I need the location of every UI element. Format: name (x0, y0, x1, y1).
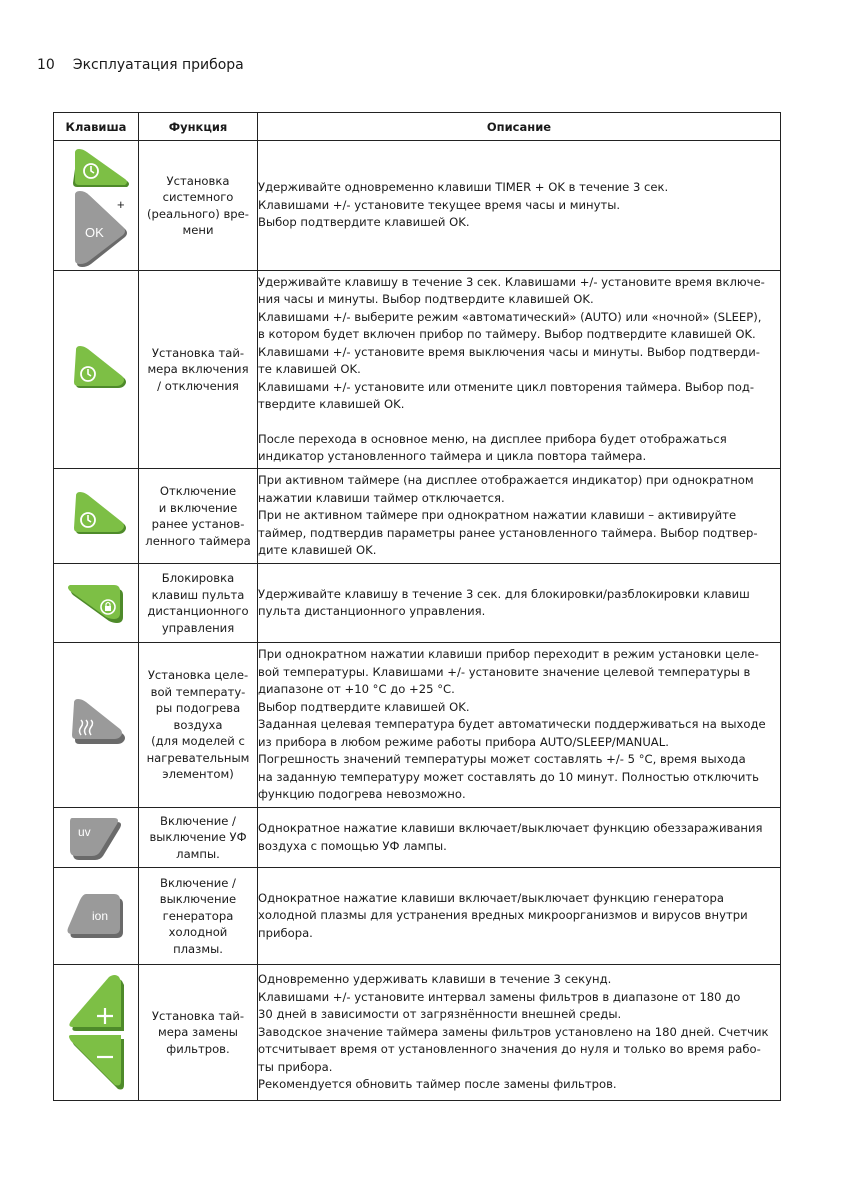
timer-key[interactable] (73, 149, 129, 187)
timer-key[interactable] (64, 344, 128, 396)
section-title: Эксплуатация прибора (72, 57, 244, 73)
table-row (54, 564, 781, 643)
description-line: Рекомендуется обновить таймер после замены фильтров. (258, 1077, 617, 1092)
ion-key[interactable] (64, 890, 128, 942)
page-number: 10 (37, 57, 55, 73)
table-row (54, 808, 781, 868)
ok-key-label: OK (85, 224, 104, 240)
description-line: Выбор подтвердите клавишей OK. (258, 699, 470, 714)
function-line: мера замены (158, 1025, 238, 1040)
function-line: ры подогрева (155, 701, 241, 716)
function-line: Отключение (159, 484, 237, 498)
plus-minus-keys (61, 971, 131, 1095)
function-cell (139, 271, 258, 469)
description-cell (258, 643, 781, 808)
description-line: Удерживайте клавишу в течение 3 сек. для блокировки/разблокировки клавиш (258, 586, 750, 601)
key-cell (54, 271, 139, 469)
description-line: Погрешность значений температуры может составлять +/- 5 °C, время выхода (258, 752, 746, 767)
function-cell (139, 808, 258, 868)
description-cell (258, 808, 781, 868)
table-row (54, 141, 781, 271)
description-line: Однократное нажатие клавиши включает/выключает функцию обеззараживания (258, 821, 763, 835)
description-line: дите клавишей OK. (258, 543, 377, 558)
function-cell (139, 141, 258, 271)
table-row (54, 965, 781, 1101)
table-row (54, 643, 781, 808)
function-line: / отключения (157, 378, 239, 393)
function-line: Блокировка (161, 571, 235, 585)
description-line: таймер, подтвердив параметры ранее установленного таймера. Выбор подтвер- (258, 525, 758, 540)
col-header-key: Клавиша (54, 113, 139, 141)
description-line: Одновременно удерживать клавиши в течение 3 секунд. (258, 972, 612, 987)
function-line: вой температу- (150, 684, 246, 699)
key-cell (54, 564, 139, 643)
function-line: системного (162, 190, 234, 204)
key-cell (54, 469, 139, 564)
keys-table (53, 112, 781, 1101)
function-line: нагревательным (146, 750, 250, 765)
function-line: Установка (166, 173, 230, 188)
key-cell (54, 868, 139, 965)
function-line: мени (182, 223, 214, 237)
function-line: управления (161, 620, 235, 635)
col-header-function: Функция (139, 113, 258, 141)
function-line: лампы. (176, 846, 220, 861)
function-line: Включение / (160, 813, 236, 828)
description-line: диапазоне от +10 °C до +25 °C. (258, 682, 455, 697)
description-cell (258, 469, 781, 564)
function-line: фильтров. (166, 1041, 230, 1056)
description-line: нажатии клавиши таймер отключается. (258, 490, 505, 505)
description-cell (258, 141, 781, 271)
table-header-row (54, 113, 781, 141)
description-line: в котором будет включен прибор по таймеру. Выбор подтвердите клавишей OK. (258, 327, 756, 341)
description-line: твердите клавишей OK. (258, 397, 405, 411)
function-cell (139, 643, 258, 808)
description-line: Однократное нажатие клавиши включает/выключает функцию генератора (258, 890, 724, 905)
description-line: вой температуры. Клавишами +/- установите значение целевой температуры в (258, 664, 751, 679)
function-line: ленного таймера (145, 533, 251, 548)
key-cell (54, 643, 139, 808)
ion-key-label: ion (92, 909, 109, 923)
description-cell (258, 564, 781, 643)
description-line: Заданная целевая температура будет автоматически поддерживаться на выходе (258, 717, 766, 732)
plus-label: + (117, 196, 125, 212)
function-line: дистанционного (147, 604, 249, 618)
function-line: выключение УФ (149, 830, 247, 845)
function-line: Установка целе- (147, 668, 249, 683)
description-line: Клавишами +/- установите текущее время часы и минуты. (258, 197, 621, 212)
description-cell (258, 868, 781, 965)
description-line: ния часы и минуты. Выбор подтвердите клавишей OK. (258, 292, 594, 306)
description-line: ты прибора. (258, 1059, 333, 1074)
function-line: Установка тай- (151, 1008, 245, 1023)
function-cell (139, 469, 258, 564)
function-line: ранее установ- (151, 517, 245, 531)
function-line: Включение / (160, 875, 236, 890)
description-line: из прибора в любом режиме работы прибора AUTO/SLEEP/MANUAL. (258, 734, 669, 749)
function-line: выключение (159, 892, 237, 907)
description-line: Удерживайте одновременно клавиши TIMER + OK в течение 3 сек. (258, 180, 669, 195)
function-cell (139, 868, 258, 965)
key-cell (54, 808, 139, 868)
description-line: При активном таймере (на дисплее отображается индикатор) при однократном (258, 473, 754, 488)
uv-key[interactable] (64, 814, 128, 862)
description-line: на заданную температуру может составлять до 10 минут. Полностью отключить (258, 769, 759, 784)
uv-key-label: uv (78, 824, 91, 839)
table-row (54, 271, 781, 469)
description-line: Заводское значение таймера замены фильтров установлено на 180 дней. Счетчик (258, 1024, 769, 1039)
description-cell (258, 965, 781, 1101)
key-cell (54, 965, 139, 1101)
function-cell (139, 564, 258, 643)
description-line: отсчитывает время от установленного значения до нуля и только во время рабо- (258, 1042, 761, 1057)
description-line: При не активном таймере при однократном нажатии клавиши – активируйте (258, 508, 737, 523)
function-line: воздуха (173, 717, 223, 732)
description-line: Клавишами +/- установите время выключения часы и минуты. Выбор подтверди- (258, 344, 760, 359)
description-line: воздуха с помощью УФ лампы. (258, 838, 447, 853)
heat-key[interactable] (64, 699, 128, 751)
key-cell (54, 141, 139, 271)
function-line: холодной (168, 925, 228, 940)
description-line: 30 дней в зависимости от загрязнённости внешней среды. (258, 1007, 622, 1022)
function-line: плазмы. (173, 941, 223, 956)
page-header (37, 55, 244, 75)
function-line: генератора (162, 908, 234, 923)
description-line: Удерживайте клавишу в течение 3 сек. Клавишами +/- установите время включе- (258, 274, 765, 289)
function-cell (139, 965, 258, 1101)
table-row (54, 868, 781, 965)
function-line: элементом) (162, 767, 234, 782)
description-line: Клавишами +/- выберите режим «автоматический» (AUTO) или «ночной» (SLEEP), (258, 309, 762, 324)
description-line: При однократном нажатии клавиши прибор переходит в режим установки целе- (258, 647, 759, 662)
function-line: Установка тай- (151, 345, 245, 360)
description-line: Клавишами +/- установите интервал замены фильтров в диапазоне от 180 до (258, 989, 741, 1004)
function-line: и включение (158, 500, 238, 515)
description-line: функцию подогрева невозможно. (258, 787, 466, 802)
function-line: клавиш пульта (151, 587, 245, 602)
description-line: те клавишей OK. (258, 362, 361, 376)
timer-ok-keys (61, 145, 131, 267)
description-line: пульта дистанционного управления. (258, 604, 486, 618)
description-line: После перехода в основное меню, на дисплее прибора будет отображаться (258, 431, 727, 446)
minus-key[interactable] (69, 1035, 124, 1090)
description-line: индикатор установленного таймера и цикла повтора таймера. (258, 449, 647, 463)
plus-key[interactable] (69, 975, 124, 1031)
function-line: (реального) вре- (147, 206, 249, 221)
lock-key[interactable] (64, 579, 128, 627)
description-line: Клавишами +/- установите или отмените цикл повторения таймера. Выбор под- (258, 379, 755, 394)
description-cell (258, 271, 781, 469)
function-line: мера включения (147, 362, 249, 377)
description-line: холодной плазмы для устранения вредных микроорганизмов и вирусов внутри (258, 908, 748, 923)
description-line: прибора. (258, 925, 313, 940)
col-header-description: Описание (258, 113, 781, 141)
timer-key[interactable] (64, 490, 128, 542)
table-row (54, 469, 781, 564)
function-line: (для моделей с (151, 734, 245, 749)
description-line: Выбор подтвердите клавишей OK. (258, 215, 470, 230)
